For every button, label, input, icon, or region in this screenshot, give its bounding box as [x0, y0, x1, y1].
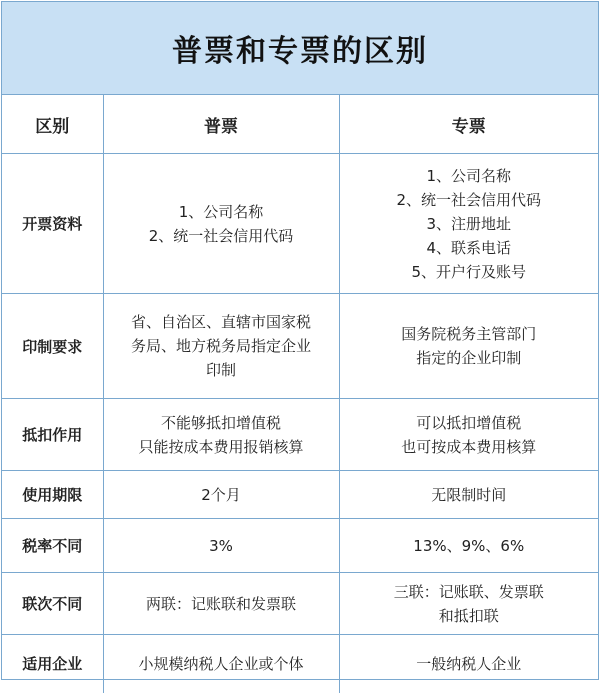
ordinary-invoice-cell — [103, 154, 339, 294]
row-label: 联次不同 — [2, 573, 103, 635]
row-label: 印制要求 — [2, 294, 103, 399]
comparison-sheet — [1, 1, 599, 680]
cell-line: 4、联系电话 — [426, 238, 512, 257]
cell-line: 13%、9%、6% — [413, 536, 525, 555]
ordinary-invoice-cell — [103, 399, 339, 471]
special-invoice-cell — [339, 573, 598, 635]
header-row — [2, 95, 598, 154]
cell-line: 省、自治区、直辖市国家税 — [130, 313, 311, 331]
table-row — [2, 294, 598, 399]
page-title: 普票和专票的区别 — [172, 34, 428, 69]
cell-line: 和抵扣联 — [438, 606, 499, 625]
cell-line: 2、统一社会信用代码 — [148, 226, 294, 245]
cell-line: 指定的企业印制 — [416, 349, 522, 367]
cell-line: 3、注册地址 — [426, 214, 512, 233]
table-row — [2, 154, 598, 294]
row-label: 税率不同 — [2, 519, 103, 573]
cell-line: 不能够抵扣增值税 — [160, 413, 281, 432]
header-ordinary-invoice: 普票 — [103, 95, 339, 154]
cell-line: 三联：记账联、发票联 — [393, 582, 544, 601]
row-label: 开票资料 — [2, 154, 103, 294]
cell-line: 2、统一社会信用代码 — [396, 190, 542, 209]
special-invoice-cell — [339, 294, 598, 399]
table-row — [2, 573, 598, 635]
cell-line: 一般纳税人企业 — [416, 654, 522, 673]
cell-line: 可以抵扣增值税 — [416, 413, 522, 432]
row-label: 适用企业 — [2, 635, 103, 693]
cell-line: 也可按成本费用核算 — [401, 437, 537, 456]
cell-line: 2个月 — [201, 485, 241, 504]
cell-line: 只能按成本费用报销核算 — [138, 437, 304, 456]
special-invoice-cell — [339, 635, 598, 693]
cell-line: 两联：记账联和发票联 — [145, 594, 296, 613]
title-bar — [2, 2, 598, 95]
ordinary-invoice-cell — [103, 519, 339, 573]
cell-line: 务局、地方税务局指定企业 — [130, 337, 311, 355]
table-row — [2, 471, 598, 519]
cell-line: 3% — [209, 536, 233, 555]
special-invoice-cell — [339, 519, 598, 573]
table-row — [2, 519, 598, 573]
cell-line: 1、公司名称 — [178, 202, 264, 221]
cell-line: 国务院税务主管部门 — [401, 325, 537, 343]
cell-line: 小规模纳税人企业或个体 — [138, 654, 304, 673]
special-invoice-cell — [339, 154, 598, 294]
header-special-invoice: 专票 — [339, 95, 598, 154]
row-label: 抵扣作用 — [2, 399, 103, 471]
cell-line: 1、公司名称 — [426, 166, 512, 185]
cell-line: 5、开户行及账号 — [411, 262, 527, 281]
header-difference: 区别 — [2, 95, 103, 154]
ordinary-invoice-cell — [103, 573, 339, 635]
special-invoice-cell — [339, 399, 598, 471]
table-row — [2, 399, 598, 471]
cell-line: 无限制时间 — [431, 485, 507, 504]
comparison-table — [2, 95, 598, 693]
cell-line: 印制 — [205, 361, 236, 379]
ordinary-invoice-cell — [103, 294, 339, 399]
ordinary-invoice-cell — [103, 635, 339, 693]
ordinary-invoice-cell — [103, 471, 339, 519]
row-label: 使用期限 — [2, 471, 103, 519]
table-row — [2, 635, 598, 693]
special-invoice-cell — [339, 471, 598, 519]
